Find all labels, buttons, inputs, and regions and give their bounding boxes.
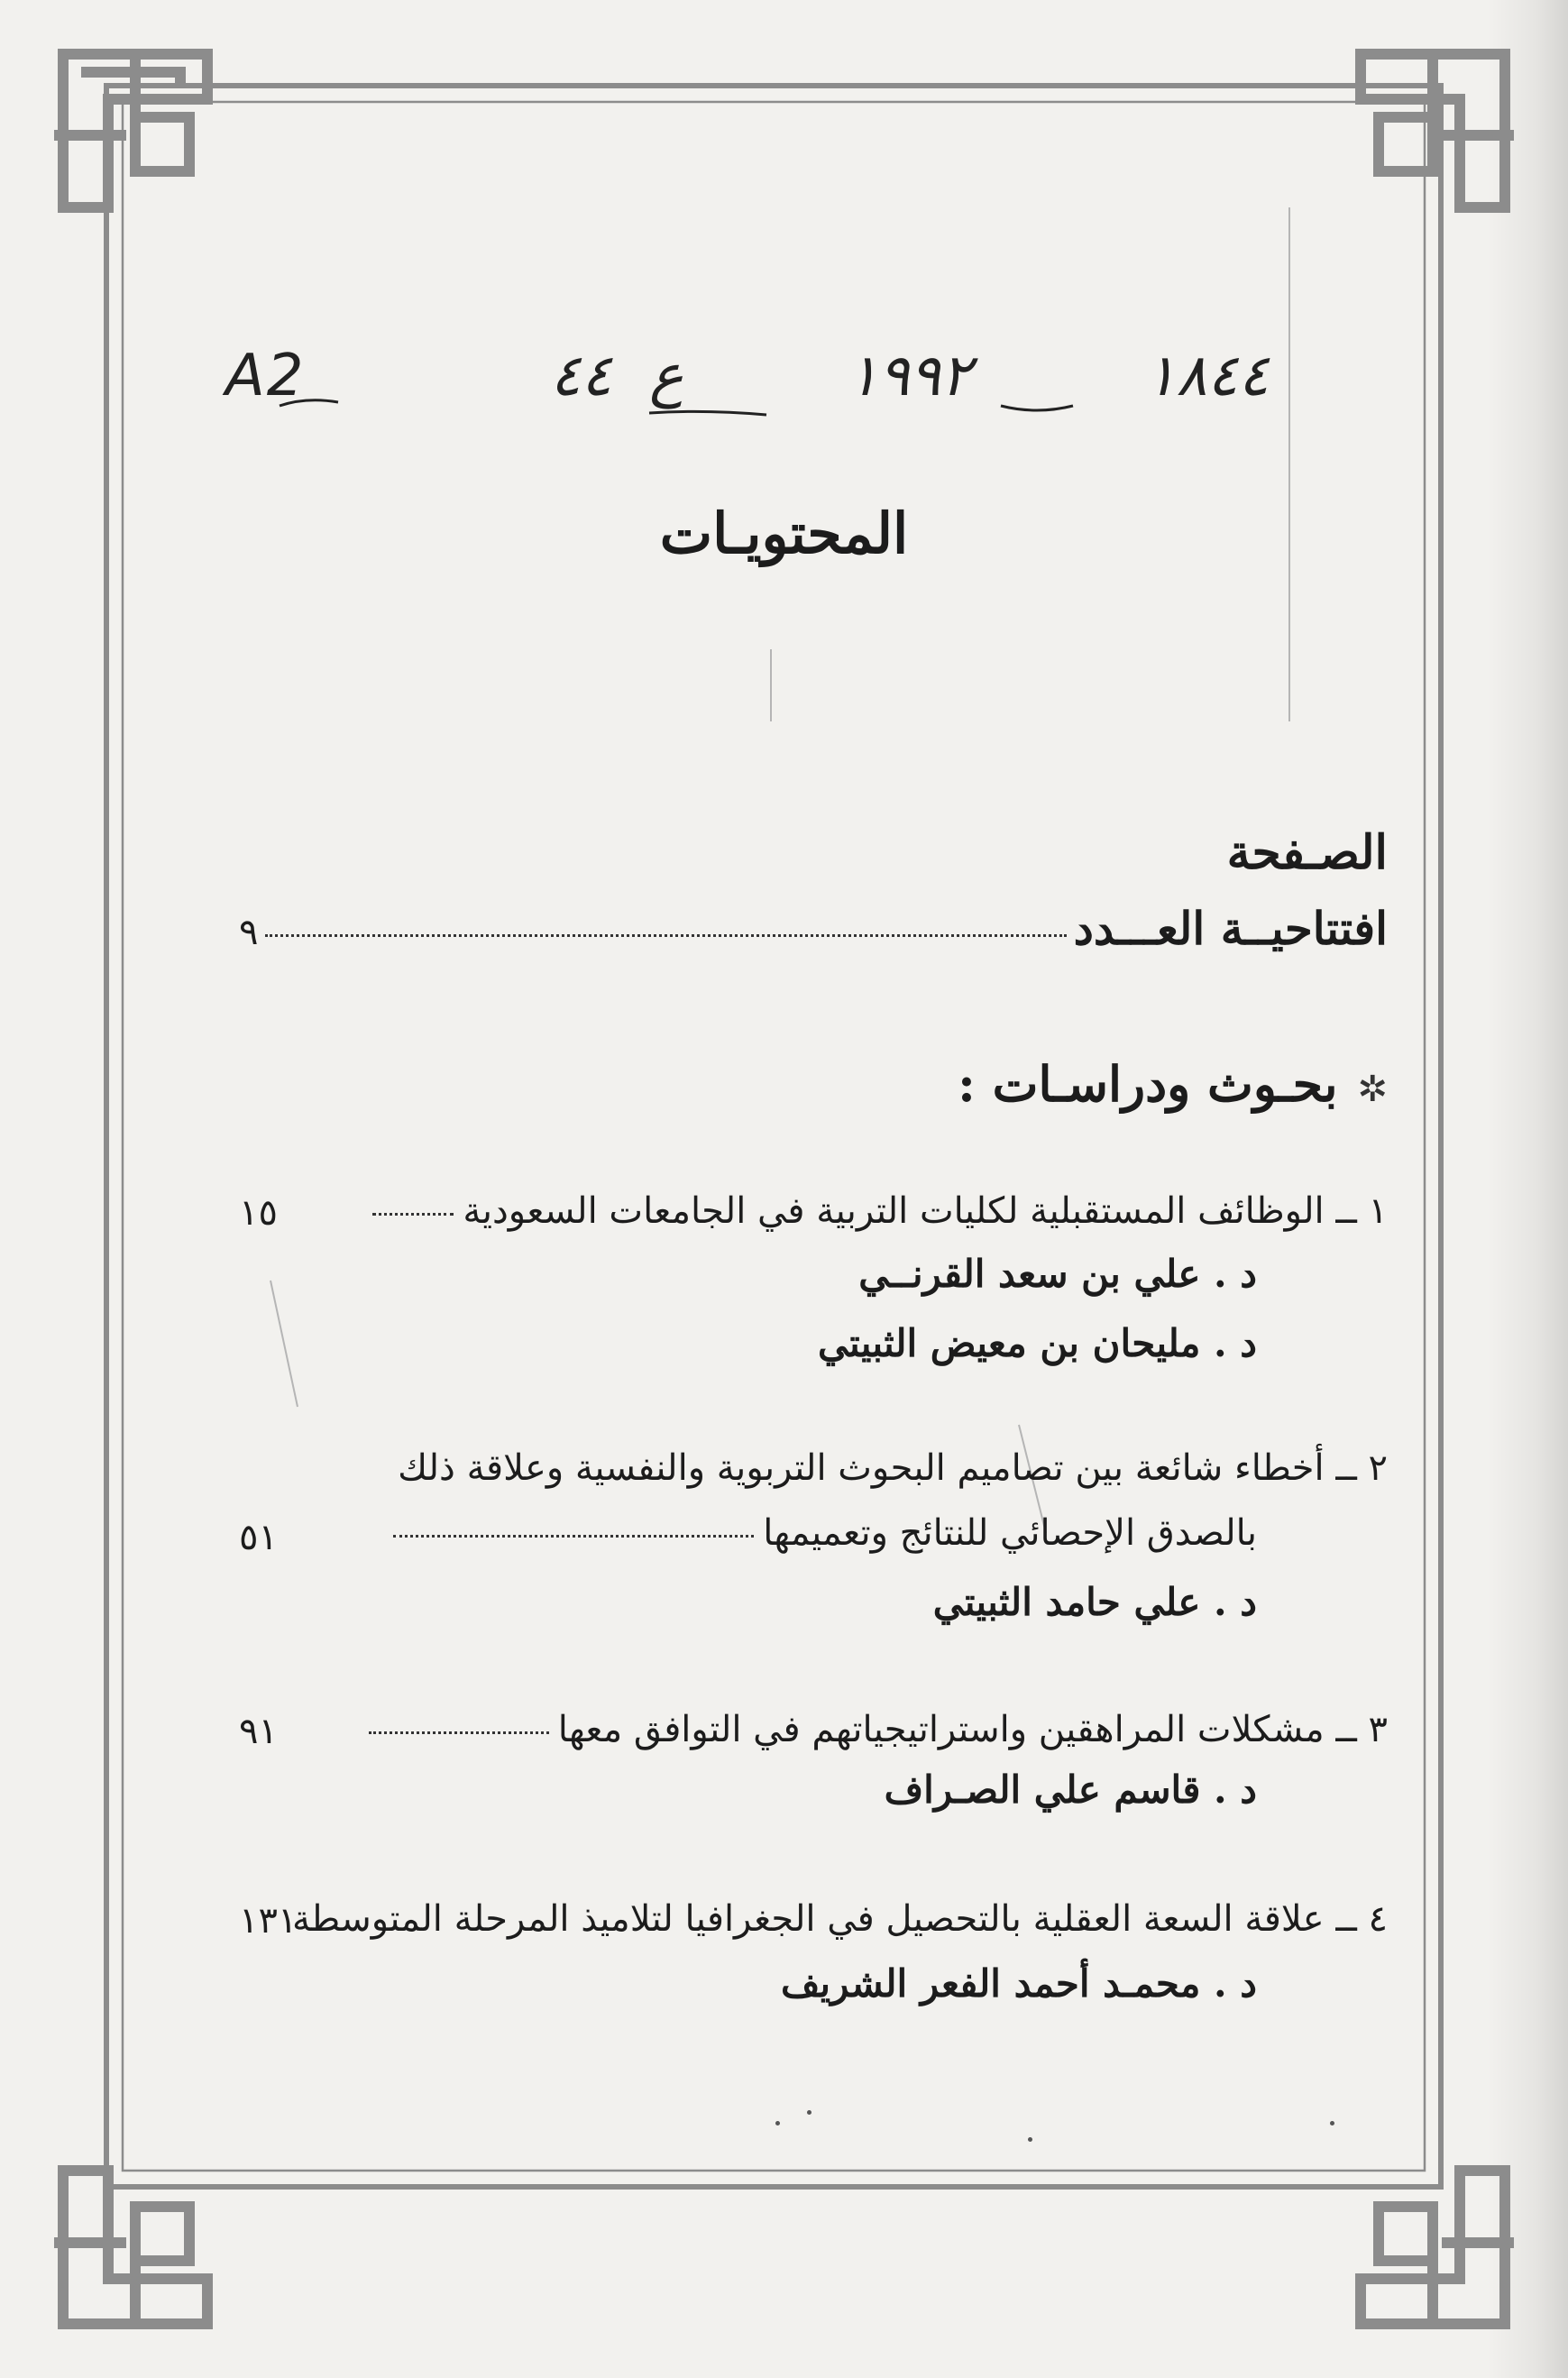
scan-speck [1330, 2121, 1334, 2126]
entry-page: ٩ [239, 912, 259, 953]
article-page: ٥١ [239, 1517, 278, 1558]
hand-letter: ع [649, 343, 684, 409]
scan-speck [775, 2121, 780, 2126]
section-label: بحـوث ودراسـات : [957, 1055, 1338, 1113]
leader-dots [372, 1212, 454, 1216]
handwritten-catalog-note [225, 343, 1343, 442]
article-page: ٩١ [239, 1711, 278, 1752]
article-title: أخطاء شائعة بين تصاميم البحوث التربوية والنفسية وعلاقة ذلك [398, 1447, 1325, 1489]
toc-entry-opening[interactable] [239, 902, 1388, 965]
toc-entry-article-1[interactable] [363, 1190, 1388, 1232]
article-number: ١ ــ [1335, 1190, 1388, 1232]
scan-speck [807, 2110, 812, 2115]
leader-dots [369, 1731, 549, 1734]
page-column-label: الصـفحة [1226, 825, 1388, 880]
leader-dots [393, 1534, 754, 1538]
hand-year: ١٩٩٢ [848, 343, 972, 409]
hand-issue: ٤٤ [550, 343, 612, 409]
article-title-continued [384, 1512, 1257, 1554]
entry-label: افتتاحيــة العـــدد [1073, 902, 1388, 955]
leader-dots [265, 933, 1066, 937]
hand-code: A2 [225, 343, 306, 409]
article-author: د . علي حامد الثبيتي [932, 1580, 1257, 1624]
toc-entry-article-3[interactable] [360, 1709, 1388, 1750]
article-author: د . محمـد أحمد الفعر الشريف [780, 1961, 1257, 2006]
article-number: ٤ ــ [1335, 1898, 1388, 1940]
section-heading [958, 1055, 1388, 1113]
article-author: د . علي بن سعد القرنــي [858, 1252, 1257, 1296]
article-number: ٣ ــ [1335, 1709, 1388, 1750]
article-author: د . قاسم علي الصـراف [884, 1767, 1257, 1812]
article-title: علاقة السعة العقلية بالتحصيل في الجغرافيا لتلاميذ المرحلة المتوسطة [291, 1898, 1325, 1940]
hand-underlines [225, 343, 1343, 442]
hand-accession: ١٨٤٤ [1145, 343, 1270, 409]
article-page: ١٥ [239, 1192, 278, 1234]
star-icon: ✲ [1357, 1069, 1388, 1110]
article-title: مشكلات المراهقين واستراتيجياتهم في التوافق معها [557, 1709, 1325, 1750]
toc-entry-article-2[interactable] [398, 1447, 1388, 1489]
scan-speck [1028, 2137, 1032, 2142]
article-number: ٢ ــ [1335, 1447, 1388, 1489]
article-title: الوظائف المستقبلية لكليات التربية في الجامعات السعودية [463, 1190, 1325, 1232]
article-title-line2: بالصدق الإحصائي للنتائج وتعميمها [763, 1512, 1257, 1554]
page-title: المحتويـات [659, 500, 909, 566]
article-page: ١٣١ [239, 1900, 298, 1942]
toc-entry-article-4[interactable] [292, 1898, 1388, 1940]
article-author: د . مليحان بن معيض الثبيتي [818, 1321, 1257, 1365]
